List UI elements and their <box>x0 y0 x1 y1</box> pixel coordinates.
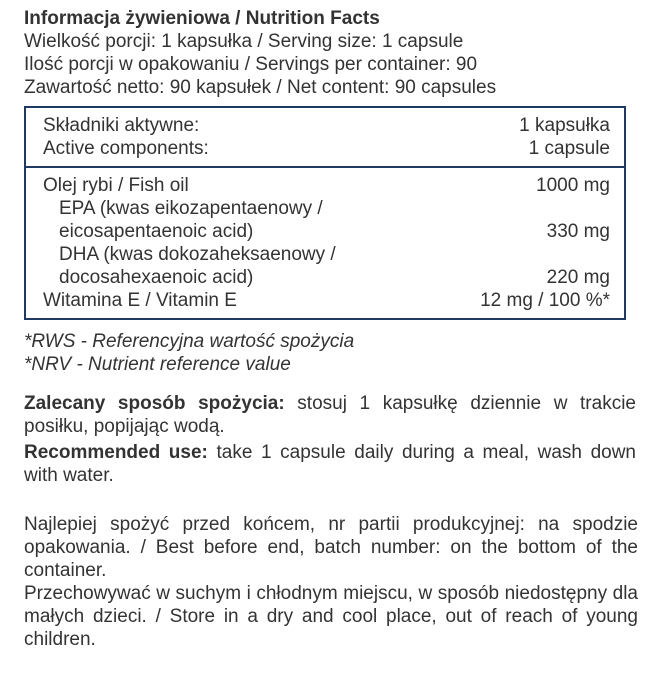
recommended-use-pl <box>24 392 636 438</box>
table-row-dha <box>43 266 610 289</box>
nutrition-facts-title: Informacja żywieniowa / Nutrition Facts <box>24 8 380 29</box>
dha-name-line1: DHA (kwas dokozaheksaenowy / <box>59 244 336 265</box>
dha-name-line2: docosahexaenoic acid) <box>59 267 254 288</box>
vitamin-e-name: Witamina E / Vitamin E <box>43 290 237 311</box>
serving-size-line: Wielkość porcji: 1 kapsułka / Serving size: 1 capsule <box>24 31 464 52</box>
table-body <box>26 168 624 318</box>
table-row-epa <box>43 220 610 243</box>
recommended-use-label-pl: Zalecany sposób spożycia: <box>24 393 285 414</box>
recommended-use-text-en: take 1 capsule daily during a meal, wash down with water. <box>24 442 636 486</box>
table-row-vitamin-e <box>43 289 610 312</box>
servings-per-container-line: Ilość porcji w opakowaniu / Servings per container: 90 <box>24 54 478 75</box>
nutrition-table <box>24 106 626 320</box>
fish-oil-name: Olej rybi / Fish oil <box>43 175 189 196</box>
active-components-label-en: Active components: <box>43 138 209 159</box>
active-components-label-pl: Składniki aktywne: <box>43 115 200 136</box>
epa-value: 330 mg <box>546 221 610 242</box>
epa-name-line1: EPA (kwas eikozapentaenowy / <box>59 198 323 219</box>
epa-name-line2: eicosapentaenoic acid) <box>59 221 254 242</box>
header-row-pl <box>43 114 610 137</box>
storage-text: Przechowywać w suchym i chłodnym miejscu, w sposób niedostępny dla małych dzieci. / Store in a dry and cool place, out of reach of young children. <box>24 583 638 650</box>
fish-oil-value: 1000 mg <box>536 175 610 196</box>
recommended-use-label-en: Recommended use: <box>24 442 208 463</box>
table-header <box>26 108 624 168</box>
table-row-fish-oil <box>43 174 610 197</box>
recommended-use-text-pl: stosuj 1 kapsułkę dziennie w trakcie posiłku, popijając wodą. <box>24 393 636 437</box>
header-row-en <box>43 137 610 160</box>
best-before-text: Najlepiej spożyć przed końcem, nr partii produkcyjnej: na spodzie opakowania. / Best before end, batch number: on the bottom of the container. <box>24 514 638 581</box>
recommended-use-en <box>24 441 636 487</box>
footnote-nrv: *NRV - Nutrient reference value <box>24 354 291 375</box>
footnote-rws: *RWS - Referencyjna wartość spożycia <box>24 331 355 352</box>
footnotes <box>24 330 664 376</box>
portion-label-en: 1 capsule <box>528 138 610 159</box>
portion-label-pl: 1 kapsułka <box>519 115 610 136</box>
dha-value: 220 mg <box>546 267 610 288</box>
net-content-line: Zawartość netto: 90 kapsułek / Net content: 90 capsules <box>24 77 497 98</box>
storage-section <box>24 513 638 651</box>
recommended-use-section <box>24 392 664 487</box>
vitamin-e-value: 12 mg / 100 %* <box>480 290 610 311</box>
